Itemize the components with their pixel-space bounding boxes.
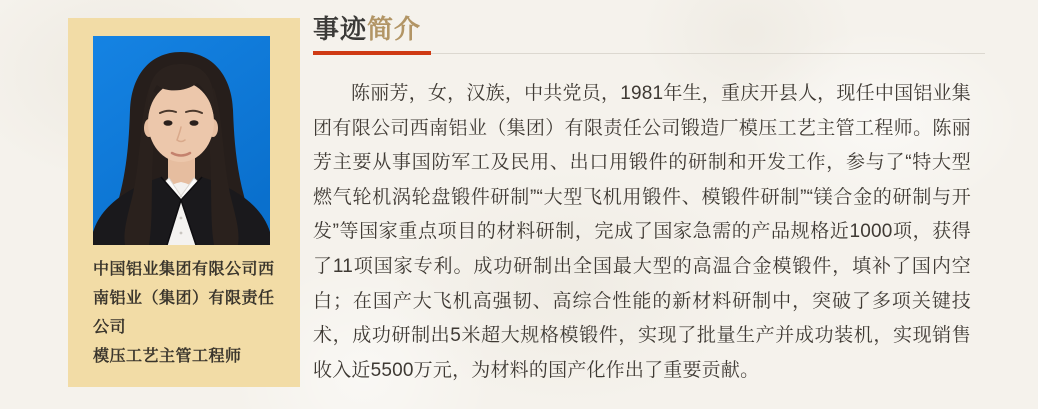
divider-accent — [313, 51, 431, 55]
profile-organization: 中国铝业集团有限公司西南铝业（集团）有限责任公司 — [93, 261, 275, 336]
section-title-prefix: 事迹 — [313, 14, 368, 44]
portrait-photo — [93, 36, 270, 245]
profile-card — [68, 18, 300, 387]
section-title — [313, 13, 985, 46]
profile-job-title: 模压工艺主管工程师 — [93, 348, 242, 365]
heading-divider — [313, 51, 985, 55]
biography-paragraph: 陈丽芳，女，汉族，中共党员，1981年生，重庆开县人，现任中国铝业集团有限公司西南铝业（集团）有限责任公司锻造厂模压工艺主管工程师。陈丽芳主要从事国防军工及民用、出口用锻件的研制和开发工作，参与了“特大型燃气轮机涡轮盘锻件研制”“大型飞机用锻件、模锻件研制”“镁合金的研制与开发”等国家重点项目的材料研制，完成了国家急需的产品规格近1000项，获得了11项国家专利。成功研制出全国最大型的高温合金模锻件，填补了国内空白；在国产大飞机高强韧、高综合性能的新材料研制中，突破了多项关键技术，成功研制出5米超大规格模锻件，实现了批量生产并成功装机，实现销售收入近5500万元，为材料的国产化作出了重要贡献。 — [313, 83, 971, 381]
section-title-suffix: 简介 — [367, 14, 422, 44]
profile-caption — [93, 255, 279, 371]
deeds-section — [313, 13, 985, 407]
